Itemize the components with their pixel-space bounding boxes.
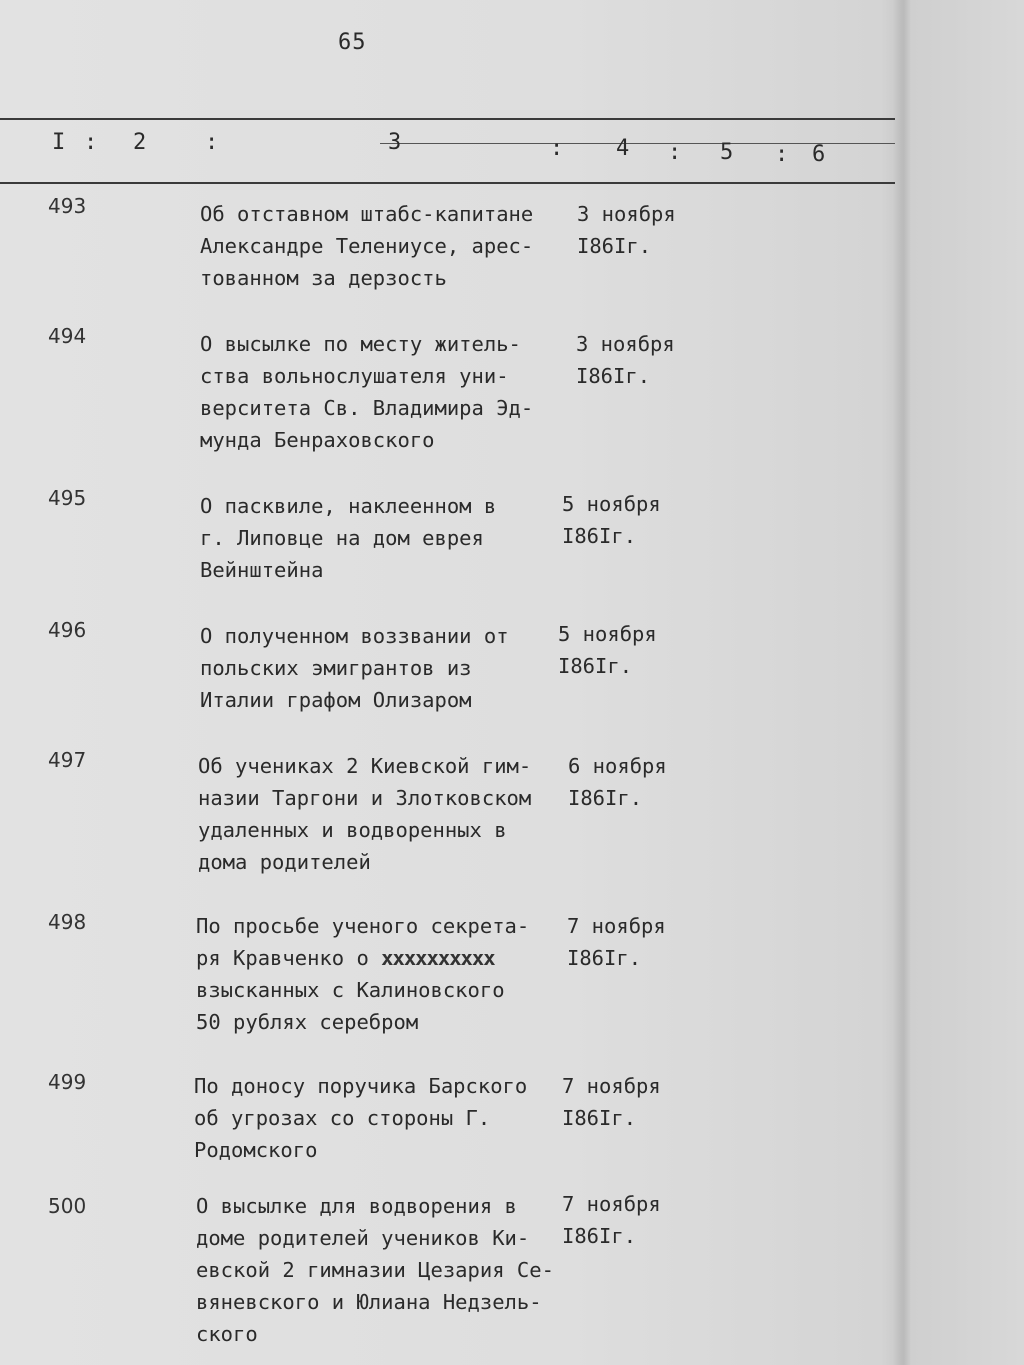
- entry-number: 497: [48, 748, 87, 772]
- column-separator: :: [775, 142, 789, 167]
- entry-date: 5 ноября I86Iг.: [558, 622, 657, 678]
- entry-date: 7 ноября I86Iг.: [562, 1074, 661, 1130]
- entry-title: По доносу поручика Барского об угрозах со стороны Г. Родомского: [194, 1074, 528, 1162]
- header-rule-top: [0, 118, 895, 120]
- column-separator: :: [550, 136, 564, 161]
- column-separator: :: [668, 140, 682, 165]
- entry-number: 494: [48, 324, 87, 348]
- column-separator: :: [205, 130, 219, 155]
- header-rule-bottom: [0, 182, 895, 184]
- entry-title-line: По просьбе ученого секрета-: [196, 914, 530, 938]
- entry-title-rest: взысканных с Калиновского 50 рублях серебром: [196, 978, 505, 1034]
- entry-date: 5 ноября I86Iг.: [562, 492, 661, 548]
- entry-number: 499: [48, 1070, 87, 1094]
- column-header-5: 5: [720, 140, 734, 165]
- column-header-3: 3: [388, 130, 402, 155]
- entry-number: 500: [48, 1194, 87, 1218]
- column-header-6: 6: [812, 142, 826, 167]
- entry-number: 493: [48, 194, 87, 218]
- entry-number: 496: [48, 618, 87, 642]
- entry-date: 3 ноября I86Iг.: [576, 332, 675, 388]
- page-number: 65: [338, 30, 367, 55]
- entry-title: О пасквиле, наклеенном в г. Липовце на дом еврея Вейнштейна: [200, 494, 497, 582]
- entry-title: Об учениках 2 Киевской гим- назии Таргони и Злотковском удаленных и водворенных в дома родителей: [198, 754, 532, 874]
- entry-number: 495: [48, 486, 87, 510]
- entry-date: 3 ноября I86Iг.: [577, 202, 676, 258]
- entry-title: [196, 910, 566, 1038]
- entry-number: 498: [48, 910, 87, 934]
- column-header-4: 4: [616, 136, 630, 161]
- entry-date: 7 ноября I86Iг.: [562, 1192, 661, 1248]
- entry-title: Об отставном штабс-капитане Александре Телениусе, арес- тованном за дерзость: [200, 202, 534, 290]
- column-separator: :: [84, 130, 98, 155]
- entry-title-line: [196, 942, 566, 974]
- entry-title: О высылке по месту житель- ства вольнослушателя уни- верситета Св. Владимира Эд- мунда Бенраховского: [200, 332, 534, 452]
- entry-date: 6 ноября I86Iг.: [568, 754, 667, 810]
- struck-out-text: xxxxxxxxxx: [381, 946, 495, 970]
- entry-title: О полученном воззвании от польских эмигрантов из Италии графом Олизаром: [200, 624, 509, 712]
- entry-title-text: ря Кравченко о: [196, 946, 382, 970]
- page-fold-edge: [893, 0, 911, 1365]
- entry-date: 7 ноября I86Iг.: [567, 914, 666, 970]
- column-header-1: I: [52, 130, 66, 155]
- entry-title: О высылке для водворения в доме родителей учеников Ки- евской 2 гимназии Цезария Се- вяневского и Юлиана Недзель- ского: [196, 1194, 554, 1346]
- column-header-2: 2: [133, 130, 147, 155]
